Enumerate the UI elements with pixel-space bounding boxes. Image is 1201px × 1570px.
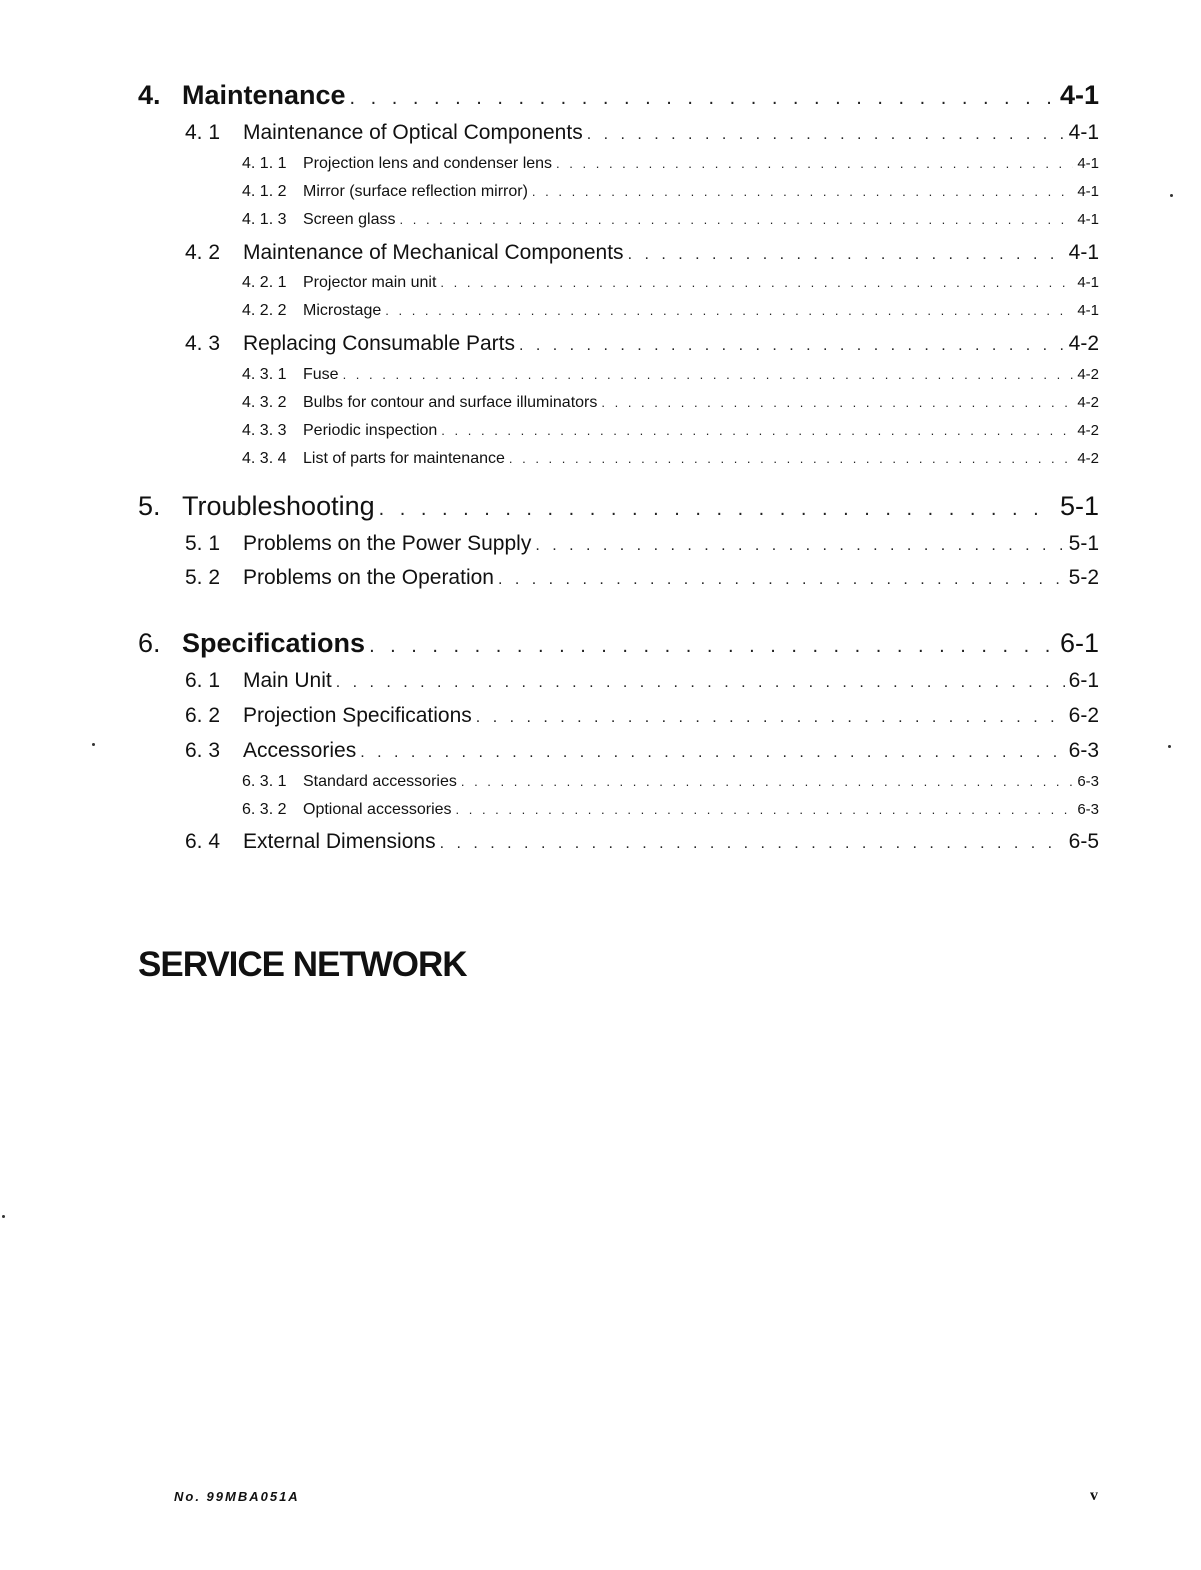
subsection-title: Projection lens and condenser lens [303, 155, 553, 172]
section-title: Projection Specifications [243, 704, 472, 727]
section-title: Maintenance of Mechanical Components [243, 241, 624, 264]
dot-leader [601, 395, 1073, 410]
toc-subsection-4-1-3[interactable] [242, 211, 1099, 229]
page-number: 5-1 [1068, 532, 1099, 555]
page-number: 4-1 [1077, 211, 1099, 228]
section-number: 6. 3 [185, 739, 221, 762]
subsection-title: Projector main unit [303, 274, 437, 291]
dot-leader [360, 744, 1064, 762]
page-number: 4-2 [1077, 394, 1099, 411]
toc-section-4-2[interactable] [185, 241, 1099, 265]
chapter-number: 4. [138, 80, 161, 110]
dot-leader [440, 275, 1073, 290]
subsection-number: 4. 1. 3 [242, 211, 287, 228]
page-number: 5-1 [1059, 491, 1099, 521]
chapter-title: Specifications [182, 628, 366, 658]
subsection-title: Mirror (surface reflection mirror) [303, 183, 528, 200]
chapter-number: 5. [138, 491, 161, 521]
page-number: 4-2 [1068, 332, 1099, 355]
toc-chapter-6[interactable] [138, 628, 1099, 659]
dot-leader [498, 571, 1065, 589]
toc-subsection-4-3-3[interactable] [242, 422, 1099, 440]
dot-leader [519, 337, 1065, 355]
dot-leader [350, 87, 1056, 110]
dot-leader [556, 156, 1073, 171]
dot-leader [336, 674, 1065, 692]
page-number: 6-2 [1068, 704, 1099, 727]
dot-leader [369, 635, 1056, 658]
toc-section-6-3[interactable] [185, 739, 1099, 763]
toc-subsection-6-3-1[interactable] [242, 773, 1099, 791]
scan-speck [1170, 194, 1173, 197]
subsection-number: 6. 3. 2 [242, 801, 287, 818]
toc-subsection-6-3-2[interactable] [242, 801, 1099, 819]
dot-leader [385, 303, 1073, 318]
subsection-title: Bulbs for contour and surface illuminators [303, 394, 598, 411]
subsection-number: 4. 1. 2 [242, 183, 287, 200]
section-title: Accessories [243, 739, 357, 762]
toc-subsection-4-2-1[interactable] [242, 274, 1099, 292]
subsection-number: 4. 3. 3 [242, 422, 287, 439]
subsection-number: 6. 3. 1 [242, 773, 287, 790]
page-number: 4-1 [1068, 241, 1099, 264]
subsection-title: Screen glass [303, 211, 396, 228]
subsection-title: Microstage [303, 302, 382, 319]
section-title: External Dimensions [243, 830, 436, 853]
toc-section-5-2[interactable] [185, 566, 1099, 590]
page-number: 4-2 [1077, 366, 1099, 383]
dot-leader [379, 498, 1056, 521]
scan-speck [1168, 745, 1171, 748]
document-number: No. 99MBA051A [174, 1489, 300, 1504]
toc-subsection-4-3-1[interactable] [242, 366, 1099, 384]
toc-chapter-4[interactable] [138, 80, 1099, 111]
service-network-heading: SERVICE NETWORK [138, 945, 467, 984]
dot-leader [456, 802, 1074, 817]
toc-section-4-1[interactable] [185, 121, 1099, 145]
dot-leader [628, 246, 1065, 264]
page-number: 4-1 [1077, 183, 1099, 200]
section-title: Replacing Consumable Parts [243, 332, 515, 355]
toc-section-6-2[interactable] [185, 704, 1099, 728]
subsection-number: 4. 2. 1 [242, 274, 287, 291]
section-number: 5. 1 [185, 532, 221, 555]
page-number: 4-2 [1077, 422, 1099, 439]
toc-chapter-5[interactable] [138, 491, 1099, 522]
page-number: 6-1 [1059, 628, 1099, 658]
dot-leader [532, 184, 1073, 199]
page-label: v [1090, 1487, 1098, 1504]
section-title: Problems on the Power Supply [243, 532, 532, 555]
subsection-number: 4. 1. 1 [242, 155, 287, 172]
toc-subsection-4-3-2[interactable] [242, 394, 1099, 412]
toc-section-5-1[interactable] [185, 532, 1099, 556]
page-number: 6-1 [1068, 669, 1099, 692]
page-number: 6-3 [1077, 801, 1099, 818]
toc-section-6-4[interactable] [185, 830, 1099, 854]
subsection-number: 4. 3. 4 [242, 450, 287, 467]
subsection-number: 4. 3. 2 [242, 394, 287, 411]
chapter-title: Maintenance [182, 80, 346, 110]
page-number: 6-5 [1068, 830, 1099, 853]
toc-subsection-4-3-4[interactable] [242, 450, 1099, 468]
toc-subsection-4-1-1[interactable] [242, 155, 1099, 173]
page-number: 5-2 [1068, 566, 1099, 589]
dot-leader [343, 367, 1074, 382]
subsection-title: Standard accessories [303, 773, 457, 790]
dot-leader [476, 709, 1065, 727]
section-number: 6. 4 [185, 830, 221, 853]
chapter-number: 6. [138, 628, 161, 658]
dot-leader [509, 451, 1073, 466]
page-number: 4-1 [1059, 80, 1099, 110]
section-number: 4. 2 [185, 241, 221, 264]
scan-speck [2, 1215, 5, 1218]
toc-subsection-4-1-2[interactable] [242, 183, 1099, 201]
subsection-title: List of parts for maintenance [303, 450, 505, 467]
dot-leader [400, 212, 1074, 227]
section-title: Maintenance of Optical Components [243, 121, 583, 144]
page-number: 6-3 [1068, 739, 1099, 762]
page-number: 4-1 [1077, 302, 1099, 319]
toc-subsection-4-2-2[interactable] [242, 302, 1099, 320]
subsection-title: Periodic inspection [303, 422, 438, 439]
toc-section-4-3[interactable] [185, 332, 1099, 356]
section-number: 6. 2 [185, 704, 221, 727]
subsection-number: 4. 2. 2 [242, 302, 287, 319]
subsection-title: Fuse [303, 366, 339, 383]
subsection-title: Optional accessories [303, 801, 452, 818]
page-number: 4-2 [1077, 450, 1099, 467]
section-number: 4. 1 [185, 121, 221, 144]
scan-speck [92, 743, 95, 746]
dot-leader [440, 835, 1065, 853]
toc-section-6-1[interactable] [185, 669, 1099, 693]
page-number: 4-1 [1077, 155, 1099, 172]
section-title: Main Unit [243, 669, 332, 692]
page-number: 6-3 [1077, 773, 1099, 790]
section-number: 5. 2 [185, 566, 221, 589]
section-number: 4. 3 [185, 332, 221, 355]
dot-leader [461, 774, 1073, 789]
page-number: 4-1 [1068, 121, 1099, 144]
section-title: Problems on the Operation [243, 566, 494, 589]
dot-leader [587, 126, 1065, 144]
subsection-number: 4. 3. 1 [242, 366, 287, 383]
page-number: 4-1 [1077, 274, 1099, 291]
dot-leader [535, 537, 1064, 555]
section-number: 6. 1 [185, 669, 221, 692]
chapter-title: Troubleshooting [182, 491, 375, 521]
dot-leader [441, 423, 1073, 438]
